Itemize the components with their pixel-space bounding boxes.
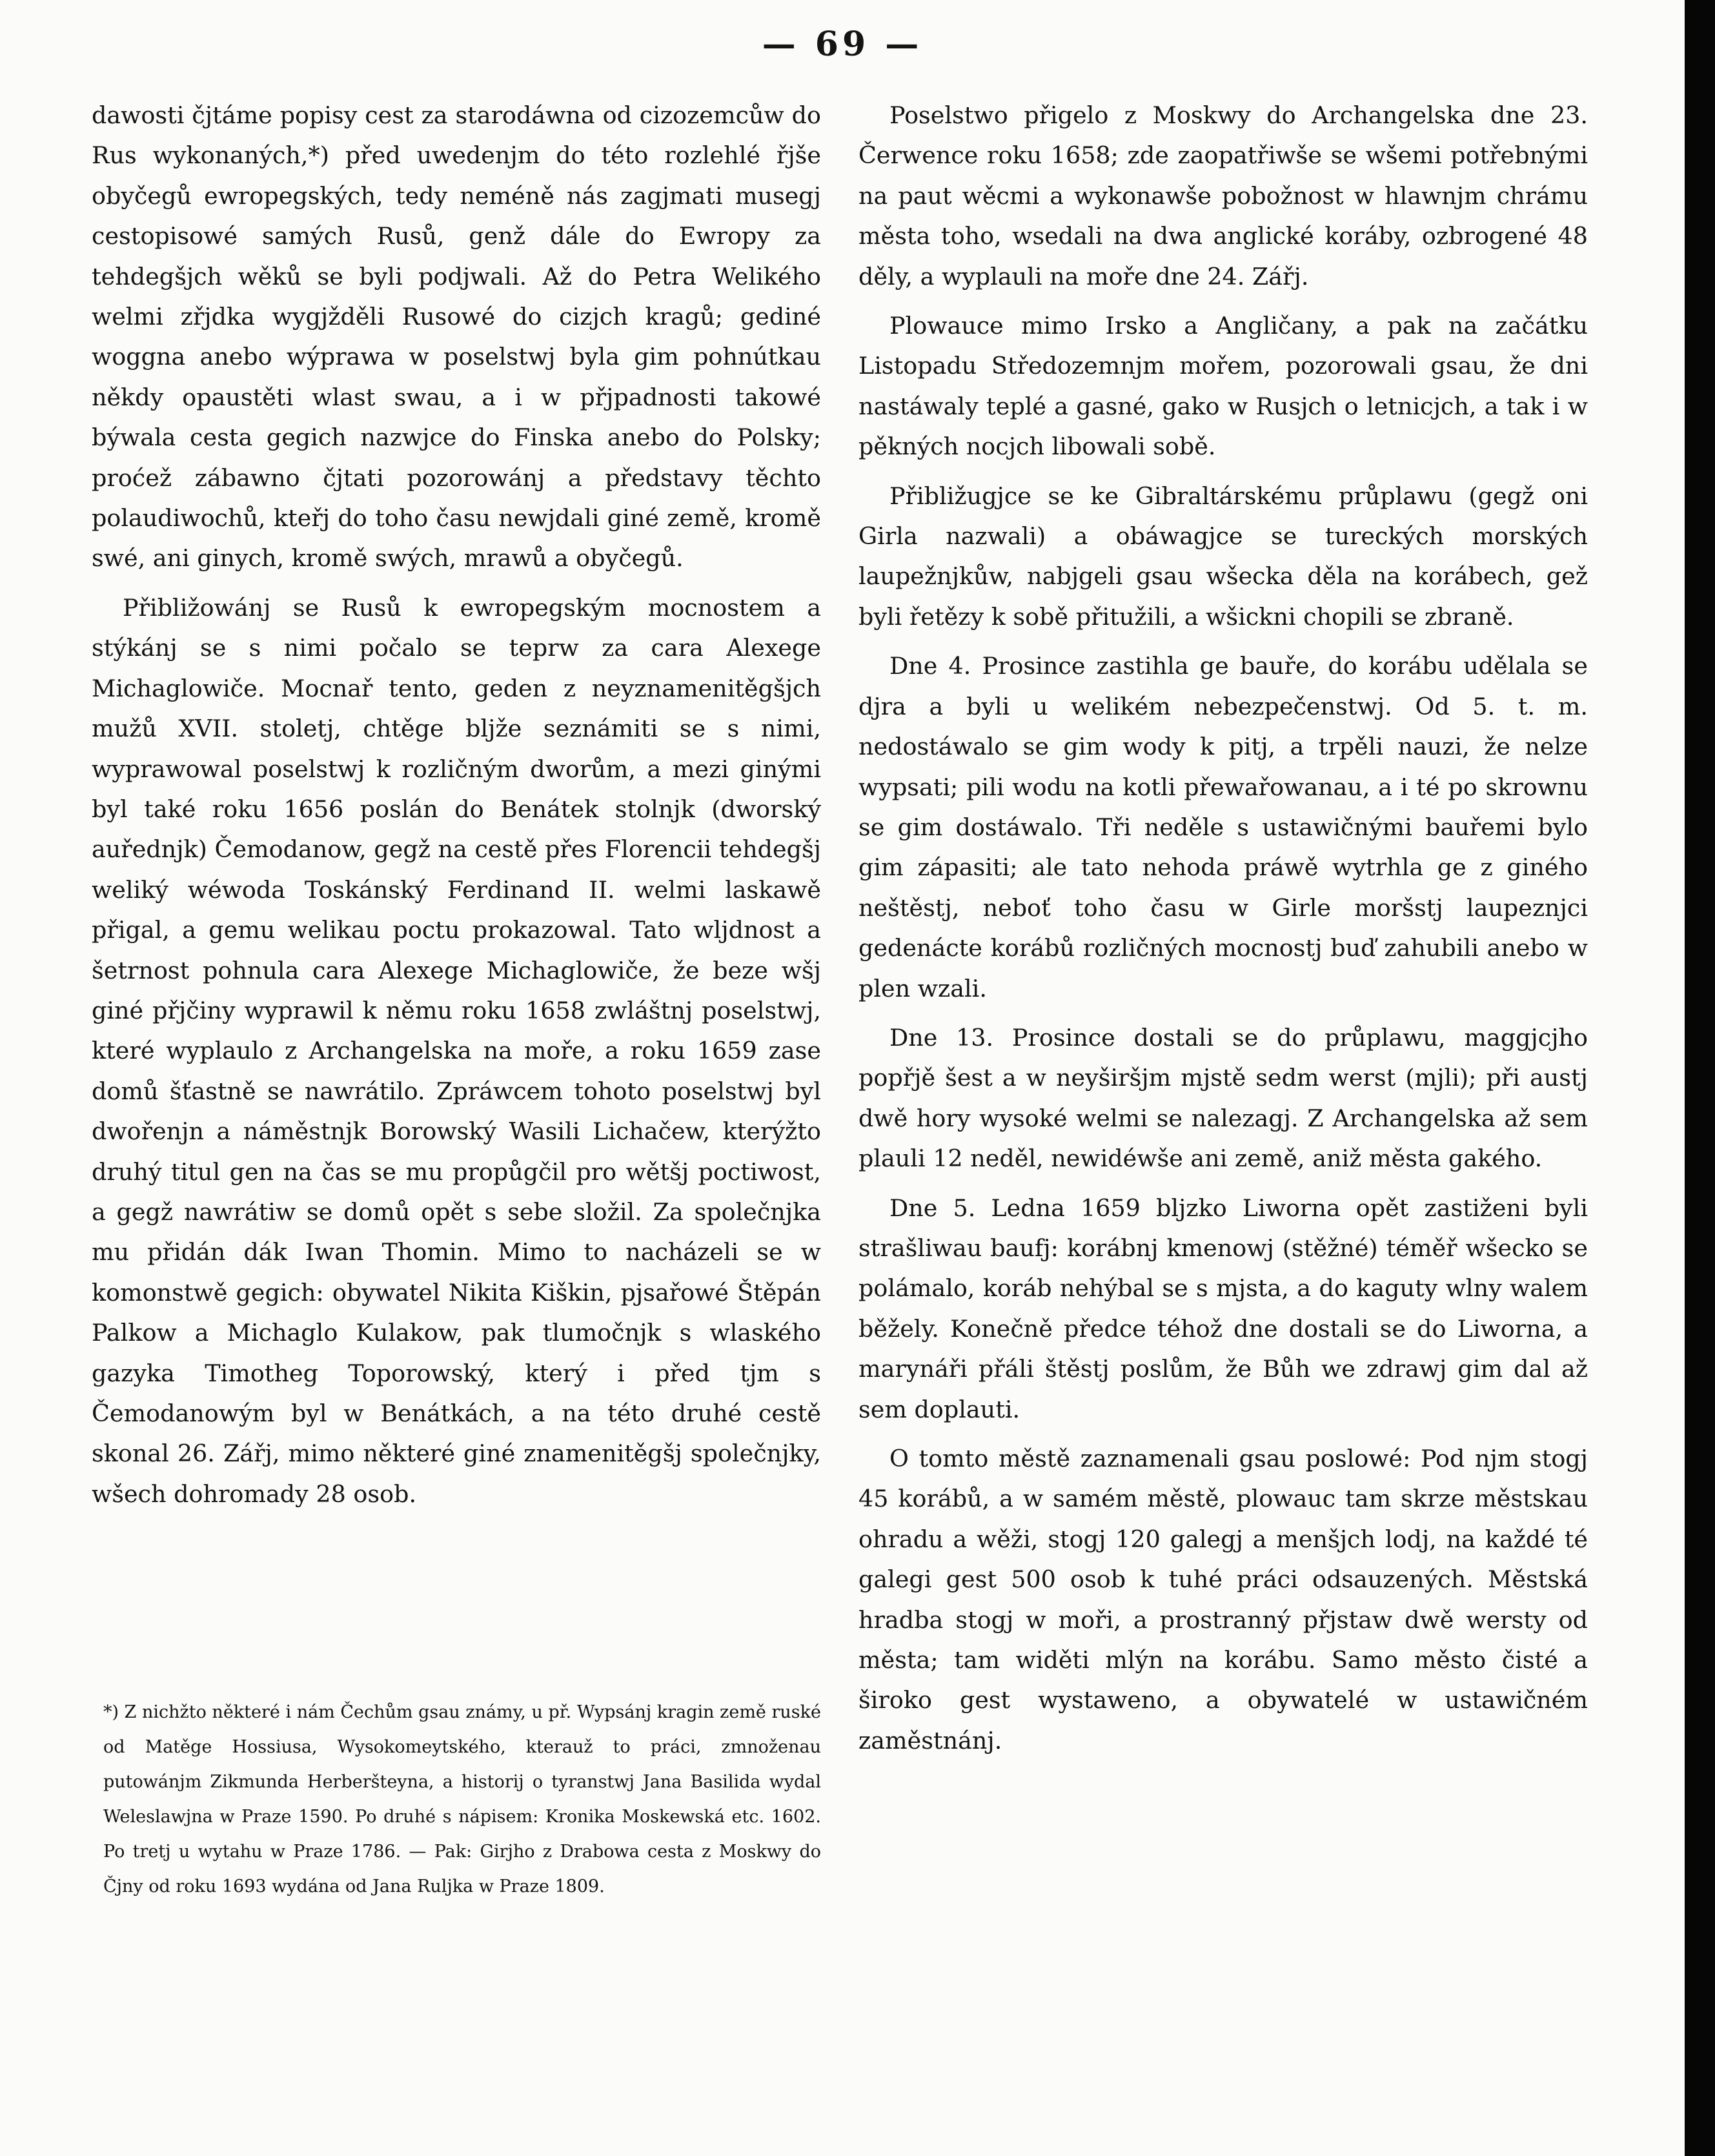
footnote: *) Z nichžto některé i nám Čechům gsau známy, u př. Wypsánj kragin země ruské od Matěge Hossiusa, Wysokomeytského, kterauž to práci, zmnoženau putowánjm Zikmunda Herberšteyna, a historij o tyranstwj Jana Basilida wydal Weleslawjna w Praze 1590. Po druhé s nápisem: Kronika Moskewská etc. 1602. Po tretj u wytahu w Praze 1786. — Pak: Girjho z Drabowa cesta z Moskwy do Čjny od roku 1693 wydána od Jana Ruljka w Praze 1809. [103,1702,821,1897]
left-column [92,96,821,1514]
paragraph: O tomto městě zaznamenali gsau poslowé: Pod njm stogj 45 korábů, a w samém městě, plowauc tam skrze městskau ohradu a wěži, stogj 120 galegj a menšjch lodj, na každé té galegi gest 500 osob k tuhé práci odsauzených. Městská hradba stogj w moři, a prostranný přjstaw dwě wersty od města; tam widěti mlýn na korábu. Samo město čisté a široko gest wystaweno, a obywatelé w ustawičném zaměstnánj. [858,1445,1588,1754]
scan-edge [1685,0,1715,2156]
right-column [858,96,1588,1761]
paragraph: Přibližugjce se ke Gibraltárskému průplawu (gegž oni Girla nazwali) a obáwagjce se tureckých morských laupežnjkůw, nabjgeli gsau wšecka děla na korábech, gež byli řetězy k sobě přitužili, a wšickni chopili se zbraně. [858,482,1588,631]
paragraph: Poselstwo přigelo z Moskwy do Archangelska dne 23. Čerwence roku 1658; zde zaopatřiwše se wšemi potřebnými na paut wěcmi a wykonawše pobožnost w hlawnjm chrámu města toho, wsedali na dwa anglické koráby, ozbrogené 48 děly, a wyplauli na moře dne 24. Zářj. [858,101,1588,290]
paragraph: Dne 13. Prosince dostali se do průplawu, maggjcjho popřjě šest a w neyširšjm mjstě sedm werst (mjli); při austj dwě hory wysoké welmi se nalezagj. Z Archangelska až sem plauli 12 neděl, newidéwše ani země, aniž města gakého. [858,1023,1588,1173]
paragraph: Dne 5. Ledna 1659 bljzko Liworna opět zastiženi byli strašliwau baufj: korábnj kmenowj (stěžné) téměř wšecko se polámalo, koráb nehýbal se s mjsta, a do kaguty wlny walem běžely. Konečně předce téhož dne dostali se do Liworna, a marynáři přáli štěstj poslům, že Bůh we zdrawj gim dal až sem doplauti. [858,1194,1588,1423]
paragraph: dawosti čjtáme popisy cest za starodáwna od cizozemcůw do Rus wykonaných,*) před uwedenjm do této rozlehlé řjše obyčegů ewropegských, tedy neméně nás zagjmati musegj cestopisowé samých Rusů, genž dále do Ewropy za tehdegšjch wěků se byli podjwali. Až do Petra Welikého welmi zřjdka wygjžděli Rusowé do cizjch kragů; gediné woggna anebo wýprawa w poselstwj byla gim pohnútkau někdy opaustěti wlast swau, a i w přjpadnosti takowé býwala cesta gegich nazwjce do Finska anebo do Polsky; proćež zábawno čjtati pozorowánj a představy těchto polaudiwochů, kteřj do toho času newjdali giné země, kromě swé, ani ginych, kromě swých, mrawů a obyčegů. [92,101,821,573]
paragraph: Dne 4. Prosince zastihla ge bauře, do korábu udělala se djra a byli u welikém nebezpečenstwj. Od 5. t. m. nedostáwalo se gim wody k pitj, a trpěli nauzi, že nelze wypsati; pili wodu na kotli přewařowanau, a i té po skrownu se gim dostáwalo. Tři neděle s ustawičnými bauřemi bylo gim zápasiti; ale tato nehoda práwě wytrhla ge z giného neštěstj, neboť toho času w Girle moršstj laupeznjci gedenácte korábů rozličných mocnostj buď zahubili anebo w plen wzali. [858,652,1588,1002]
page-number: — 69 — [762,25,923,64]
paragraph: Přibližowánj se Rusů k ewropegským mocnostem a stýkánj se s nimi počalo se teprw za cara Alexege Michaglowiče. Mocnař tento, geden z neyznamenitěgšjch mužů XVII. stoletj, chtěge bljže seznámiti se s nimi, wyprawowal poselstwj k rozličným dworům, a mezi ginými byl také roku 1656 poslán do Benátek stolnjk (dworský auřednjk) Čemodanow, gegž na cestě přes Florencii tehdegšj weliký wéwoda Toskánský Ferdinand II. welmi laskawě přigal, a gemu welikau poctu prokazowal. Tato wljdnost a šetrnost pohnula cara Alexege Michaglowiče, že beze wšj giné přjčiny wyprawil k němu roku 1658 zwláštnj poselstwj, které wyplaulo z Archangelska na moře, a roku 1659 zase domů šťastně se nawrátilo. Zpráwcem tohoto poselstwj byl dwořenjn a náměstnjk Borowský Wasili Lichačew, kterýžto druhý titul gen na čas se mu propůgčil pro wětšj poctiwost, a gegž nawrátiw se domů opět s sebe složil. Za společnjka mu přidán dák Iwan Thomin. Mimo to nacházeli se w komonstwě gegich: obywatel Nikita Kiškin, pjsařowé Štěpán Palkow a Michaglo Kulakow, pak tlumočnjk s wlaského gazyka Timotheg Toporowský, který i před tjm s Čemodanowým byl w Benátkách, a na této druhé cestě skonal 26. Zářj, mimo některé giné znamenitěgšj společnjky, wšech dohromady 28 osob. [92,593,821,1508]
paragraph: Plowauce mimo Irsko a Angličany, a pak na začátku Listopadu Středozemnjm mořem, pozorowali gsau, že dni nastáwaly teplé a gasné, gako w Rusjch o letnicjch, a tak i w pěkných nocjch libowali sobě. [858,312,1588,461]
